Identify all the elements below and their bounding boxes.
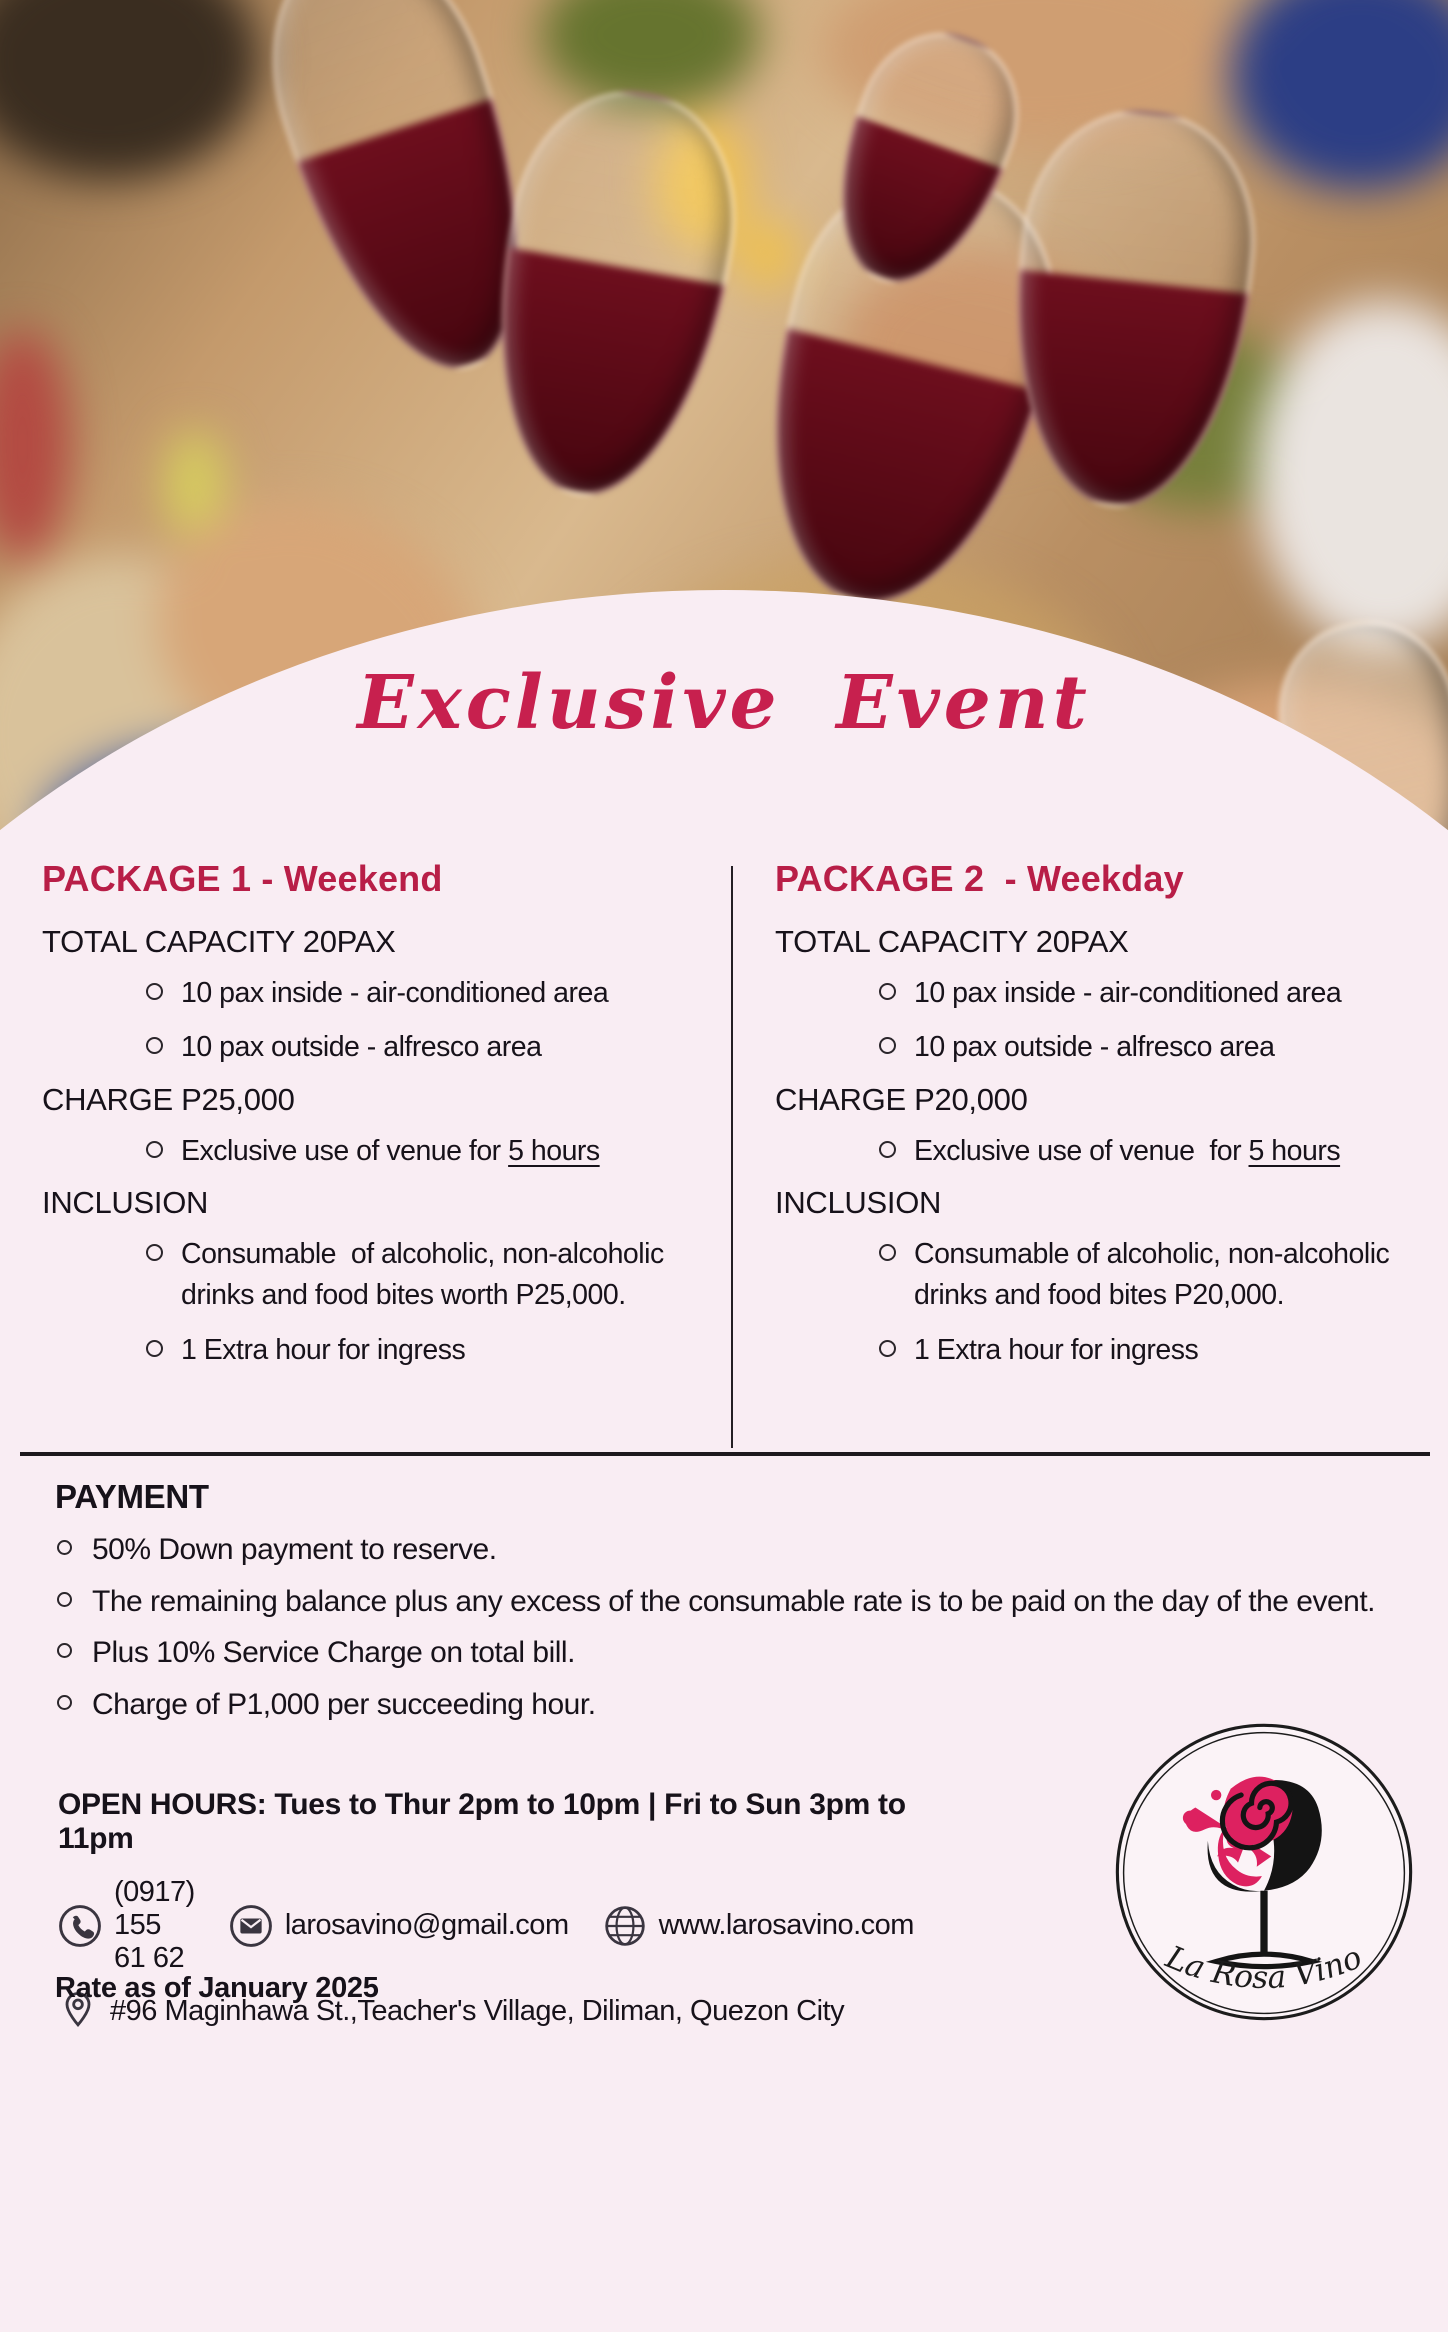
- bullet-ring-icon: [146, 1141, 163, 1158]
- wine-glass-rose-icon: [1108, 1716, 1420, 2028]
- website-url: www.larosavino.com: [658, 1909, 914, 1941]
- package-2-column: [775, 858, 1435, 1384]
- list-item-text: [181, 1131, 600, 1172]
- package-1-column: [42, 858, 702, 1384]
- package-2-inclusion-label: INCLUSION: [775, 1184, 942, 1220]
- bullet-ring-icon: [146, 983, 163, 1000]
- venue-hours-underlined: 5 hours: [508, 1134, 600, 1167]
- bullet-ring-icon: [57, 1643, 72, 1658]
- open-hours: OPEN HOURS: Tues to Thur 2pm to 10pm | Fri to Sun 3pm to 11pm: [58, 1788, 914, 1855]
- list-item-text: 10 pax outside - alfresco area: [914, 1031, 1275, 1064]
- venue-hours-underlined: 5 hours: [1248, 1134, 1341, 1167]
- list-item-text: 10 pax inside - air-conditioned area: [914, 977, 1342, 1009]
- list-item: [879, 1131, 1435, 1172]
- list-item: [879, 1027, 1435, 1068]
- section-divider: [20, 1452, 1430, 1456]
- bullet-ring-icon: [146, 1244, 163, 1261]
- contact-row: [58, 1876, 918, 1975]
- list-item-text: Consumable of alcoholic, non-alcoholic drinks and food bites P20,000.: [914, 1237, 1397, 1312]
- website-contact: [603, 1904, 914, 1948]
- email-contact: [229, 1904, 569, 1948]
- list-item-text: Consumable of alcoholic, non-alcoholic drinks and food bites worth P25,000.: [181, 1237, 672, 1312]
- bullet-ring-icon: [879, 983, 896, 1000]
- bullet-ring-icon: [879, 1244, 896, 1261]
- bullet-ring-icon: [57, 1592, 72, 1607]
- payment-heading: PAYMENT: [55, 1478, 209, 1515]
- email-icon: [229, 1904, 273, 1948]
- bullet-ring-icon: [57, 1540, 72, 1555]
- venue-text: Exclusive use of venue for: [914, 1134, 1249, 1167]
- bullet-ring-icon: [57, 1695, 72, 1710]
- payment-section: [55, 1478, 1435, 1736]
- bullet-ring-icon: [879, 1340, 896, 1357]
- list-item-text: Charge of P1,000 per succeeding hour.: [92, 1687, 596, 1721]
- globe-icon: [603, 1904, 647, 1948]
- list-item: [146, 1131, 702, 1172]
- email-address: larosavino@gmail.com: [284, 1909, 569, 1941]
- package-1-title: PACKAGE 1 - Weekend: [42, 858, 443, 899]
- list-item-text: [914, 1131, 1340, 1172]
- package-2-title: PACKAGE 2 - Weekday: [775, 858, 1184, 899]
- list-item: [57, 1582, 1435, 1623]
- list-item: [57, 1530, 1435, 1571]
- package-2-charge-label: CHARGE P20,000: [775, 1081, 1028, 1117]
- phone-contact: [58, 1876, 203, 1975]
- logo-brand-text: La Rosa Vino: [1160, 1939, 1368, 1997]
- column-divider: [731, 866, 733, 1448]
- list-item: [146, 1234, 702, 1317]
- list-item-text: 50% Down payment to reserve.: [92, 1533, 497, 1566]
- list-item: [146, 1027, 702, 1068]
- package-1-charge-label: CHARGE P25,000: [42, 1081, 295, 1117]
- list-item: [879, 1330, 1435, 1371]
- page-title: Exclusive Event: [357, 660, 1091, 746]
- list-item-text: 1 Extra hour for ingress: [914, 1333, 1199, 1366]
- list-item-text: Plus 10% Service Charge on total bill.: [92, 1636, 575, 1669]
- bullet-ring-icon: [146, 1340, 163, 1357]
- rate-note: Rate as of January 2025: [55, 1972, 379, 2004]
- list-item: [57, 1633, 1435, 1674]
- bullet-ring-icon: [879, 1037, 896, 1054]
- list-item-text: The remaining balance plus any excess of the consumable rate is to be paid on the day of the event.: [92, 1584, 1375, 1618]
- list-item-text: 10 pax outside - alfresco area: [181, 1031, 542, 1064]
- list-item: [879, 1234, 1435, 1317]
- street-address: #96 Maginhawa St.,Teacher's Village, Diliman, Quezon City: [110, 1994, 845, 2027]
- list-item-text: 10 pax inside - air-conditioned area: [181, 977, 609, 1009]
- phone-number: (0917) 155 61 62: [114, 1876, 203, 1974]
- list-item: [146, 973, 702, 1014]
- list-item: [146, 1330, 702, 1371]
- bullet-ring-icon: [879, 1141, 896, 1158]
- la-rosa-vino-logo: [1108, 1716, 1420, 2028]
- phone-icon: [58, 1904, 102, 1948]
- package-2-capacity-label: TOTAL CAPACITY 20PAX: [775, 924, 1129, 959]
- list-item: [879, 973, 1435, 1014]
- package-1-inclusion-label: INCLUSION: [42, 1184, 209, 1220]
- venue-text: Exclusive use of venue for: [181, 1134, 509, 1167]
- list-item-text: 1 Extra hour for ingress: [181, 1333, 466, 1366]
- package-1-capacity-label: TOTAL CAPACITY 20PAX: [42, 924, 396, 959]
- bullet-ring-icon: [146, 1037, 163, 1054]
